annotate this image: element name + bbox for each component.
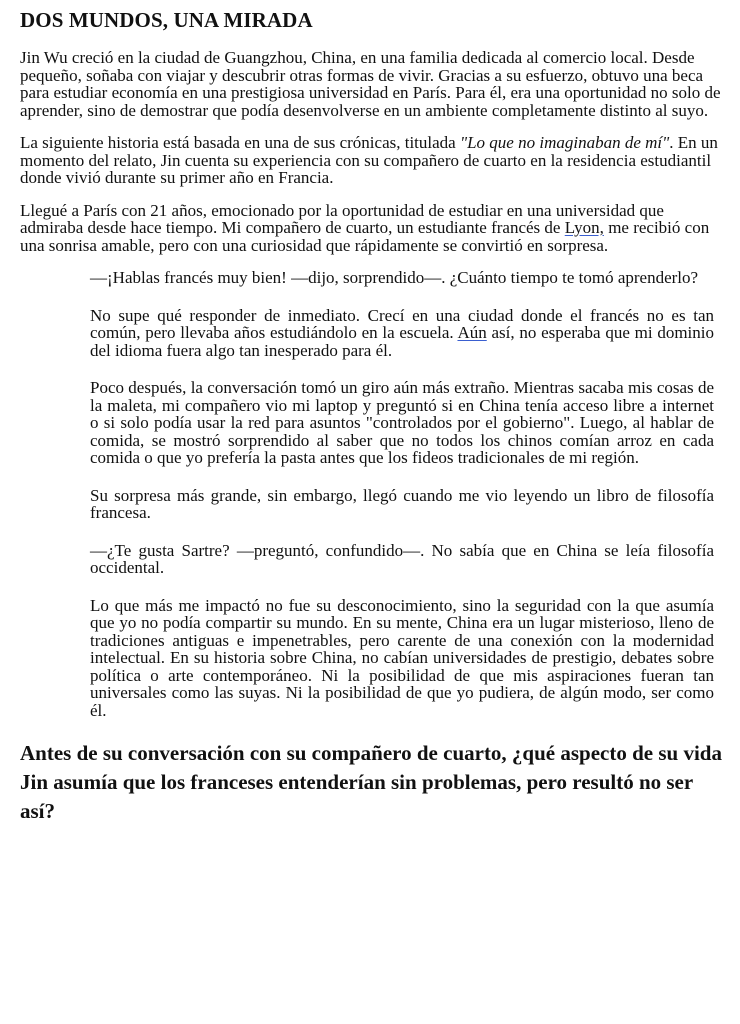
chronicle-title: "Lo que no imaginaban de mí" [459, 133, 670, 152]
intro-paragraph-2 [20, 134, 726, 187]
story-paragraph-5: —¿Te gusta Sartre? —preguntó, confundido—. No sabía que en China se leía filosofía occidental. [90, 540, 714, 577]
question-prompt: Antes de su conversación con su compañero de cuarto, ¿qué aspecto de su vida Jin asumía que los franceses entenderían sin problemas, pero resultó no ser así? [20, 741, 722, 823]
intro-paragraph-3-text-b: me recibió con una sonrisa amable, pero con una curiosidad que rápidamente se convirtió en sorpresa. [20, 218, 710, 255]
intro-paragraph-3-text-a: Llegué a París con 21 años, emocionado por la oportunidad de estudiar en una universidad que admiraba desde hace tiempo. Mi compañero de cuarto, un estudiante francés de [20, 200, 664, 237]
intro-section [20, 49, 726, 254]
aun-underlined-word: Aún [457, 323, 487, 342]
story-paragraph-4: Su sorpresa más grande, sin embargo, llegó cuando me vio leyendo un libro de filosofía francesa. [90, 485, 714, 522]
intro-paragraph-1: Jin Wu creció en la ciudad de Guangzhou, China, en una familia dedicada al comercio local. Desde pequeño, soñaba con viajar y descubrir otras formas de vivir. Gracias a su esfuerzo, obtuvo una beca para estudiar economía en una prestigiosa universidad en París. Para él, era una oportunidad no solo de aprender, sino de demostrar que podía desenvolverse en un ambiente completamente distinto al suyo. [20, 48, 721, 120]
intro-paragraph-2-text-a: La siguiente historia está basada en una de sus crónicas, titulada [20, 133, 460, 152]
intro-paragraph-3 [20, 202, 726, 255]
story-paragraph-3: Poco después, la conversación tomó un giro aún más extraño. Mientras sacaba mis cosas de la maleta, mi compañero vio mi laptop y preguntó si en China tenía acceso libre a internet o si solo podía usar la red para asuntos "controlados por el gobierno". Luego, al hablar de comida, se mostró sorprendido al saber que no todos los chinos comían arroz en cada comida o que yo prefería la pasta antes que los fideos tradicionales de mi región. [90, 378, 714, 467]
document-title: DOS MUNDOS, UNA MIRADA [20, 8, 313, 32]
lyon-underlined-word: Lyon, [564, 218, 604, 237]
story-paragraph-2 [90, 307, 714, 360]
story-paragraph-2-text-b: así, no esperaba que mi dominio del idioma fuera algo tan inesperado para él. [90, 323, 714, 360]
intro-paragraph-2-text-b: . En un momento del relato, Jin cuenta su experiencia con su compañero de cuarto en la residencia estudiantil donde vivió durante su primer año en Francia. [20, 133, 718, 187]
story-paragraph-6: Lo que más me impactó no fue su desconocimiento, sino la seguridad con la que asumía que yo no podía compartir su mundo. En su mente, China era un lugar misterioso, lleno de tradiciones antiguas e impenetrables, pero carente de una conexión con la modernidad intelectual. En su historia sobre China, no cabían universidades de prestigio, debates sobre política o arte contemporáneo. Ni la posibilidad de que mis aspiraciones fueran tan universales como las suyas. Ni la posibilidad de que yo pudiera, de algún modo, ser como él. [90, 595, 714, 720]
story-paragraph-1: —¡Hablas francés muy bien! —dijo, sorprendido—. ¿Cuánto tiempo te tomó aprenderlo? [90, 268, 699, 287]
story-excerpt [90, 269, 714, 719]
story-paragraph-2-text-a: No supe qué responder de inmediato. Crecí en una ciudad donde el francés no es tan común, pero llevaba años estudiándolo en la escuela. [90, 305, 714, 342]
